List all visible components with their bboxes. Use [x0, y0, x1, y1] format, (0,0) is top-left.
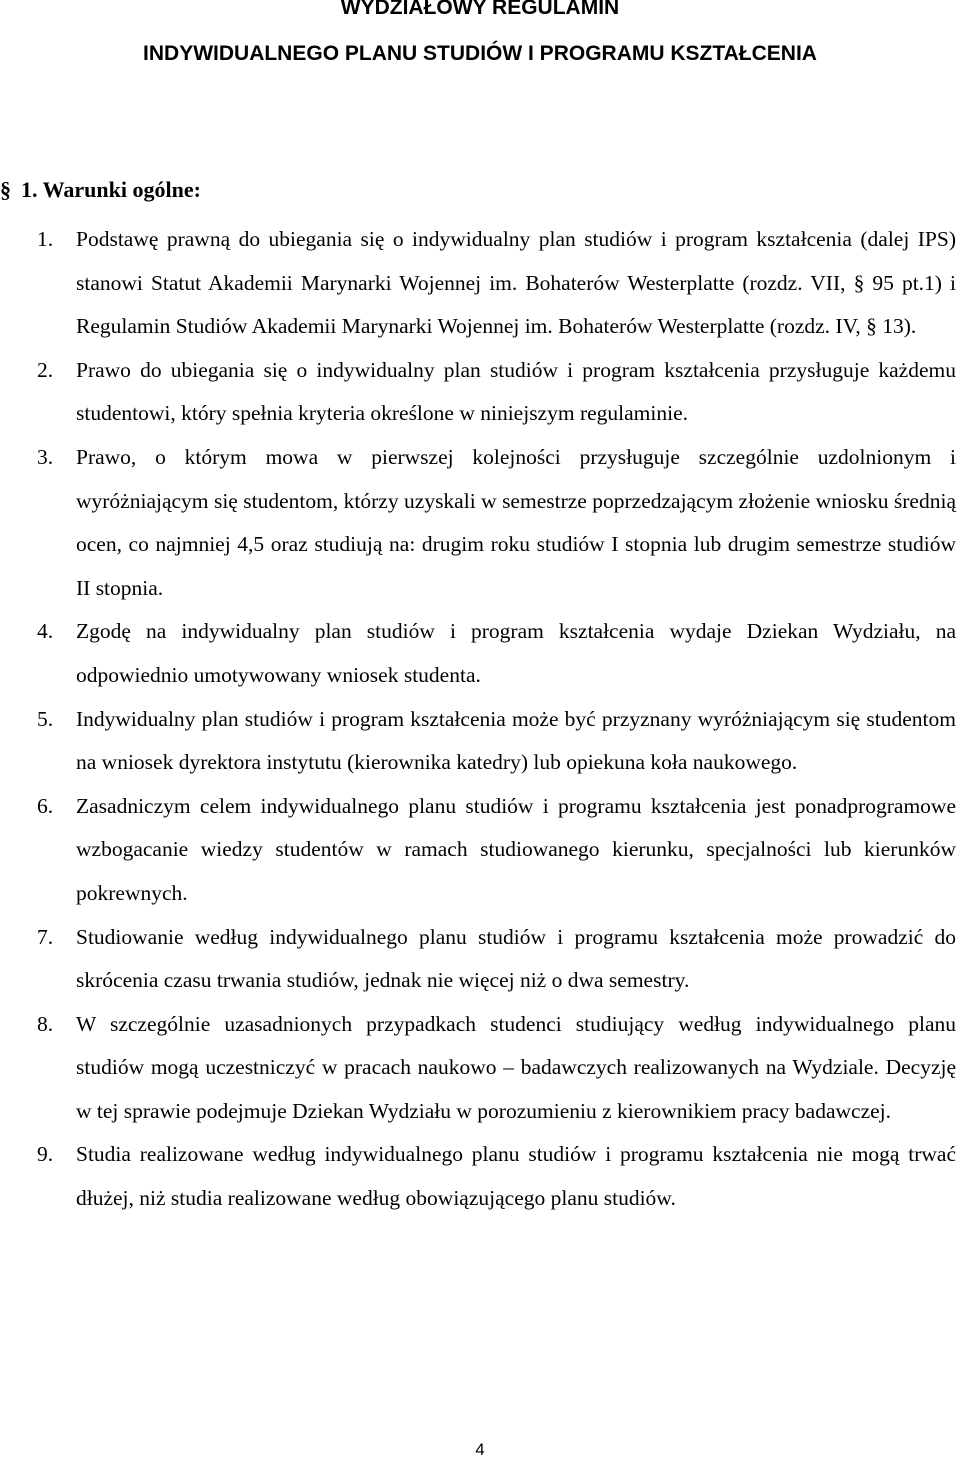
list-item-text: Indywidualny plan studiów i program kształcenia może być przyznany wyróżniającym się studentom na wniosek dyrektora instytutu (kierownika katedry) lub opiekuna koła naukowego. [76, 706, 956, 775]
list-item [0, 349, 960, 436]
list-item [0, 785, 960, 916]
section-heading-text: 1. Warunki ogólne: [21, 177, 201, 202]
list-item [0, 916, 960, 1003]
list-item-text: Prawo, o którym mowa w pierwszej kolejności przysługuje szczególnie uzdolnionym i wyróżniającym się studentom, którzy uzyskali w semestrze poprzedzającym złożenie wniosku średnią ocen, co najmniej 4,5 oraz studiują na: drugim roku studiów I stopnia lub drugim semestrze studiów II stopnia. [76, 444, 956, 600]
list-item-text: Zasadniczym celem indywidualnego planu studiów i programu kształcenia jest ponadprogramowe wzbogacanie wiedzy studentów w ramach studiowanego kierunku, specjalności lub kierunków pokrewnych. [76, 793, 956, 905]
list-item-text: W szczególnie uzasadnionych przypadkach studenci studiujący według indywidualnego planu studiów mogą uczestniczyć w pracach naukowo – badawczych realizowanych na Wydziale. Decyzję w tej sprawie podejmuje Dziekan Wydziału w porozumieniu z kierownikiem pracy badawczej. [76, 1011, 956, 1123]
list-item-number: 3. [37, 444, 54, 469]
list-item-number: 6. [37, 793, 54, 818]
list-item-number: 7. [37, 924, 54, 949]
list-item [0, 1003, 960, 1134]
list-item [0, 610, 960, 697]
list-item-number: 4. [37, 619, 54, 644]
section-heading [0, 177, 201, 203]
list-item-text: Prawo do ubiegania się o indywidualny plan studiów i program kształcenia przysługuje każdemu studentowi, który spełnia kryteria określone w niniejszym regulaminie. [76, 357, 956, 426]
regulation-list [0, 218, 960, 1221]
list-item-text: Zgodę na indywidualny plan studiów i program kształcenia wydaje Dziekan Wydziału, na odpowiednio umotywowany wniosek studenta. [76, 619, 956, 687]
list-item [0, 1133, 960, 1220]
section-symbol: § [0, 177, 11, 202]
list-item-number: 8. [37, 1011, 54, 1036]
document-title: WYDZIAŁOWY REGULAMIN [340, 0, 620, 19]
list-item-text: Podstawę prawną do ubiegania się o indywidualny plan studiów i program kształcenia (dalej IPS) stanowi Statut Akademii Marynarki Wojennej im. Bohaterów Westerplatte (rozdz. VII, § 95 pt.1) i Regulamin Studiów Akademii Marynarki Wojennej im. Bohaterów Westerplatte (rozdz. IV, § 13). [76, 227, 956, 339]
list-item [0, 436, 960, 610]
list-item-number: 5. [37, 706, 54, 731]
list-item-text: Studiowanie według indywidualnego planu studiów i programu kształcenia może prowadzić do skrócenia czasu trwania studiów, jednak nie więcej niż o dwa semestry. [76, 924, 956, 993]
list-item-number: 1. [37, 227, 54, 251]
list-item [0, 698, 960, 785]
page-number: 4 [475, 1440, 485, 1459]
list-item-number: 2. [37, 357, 54, 382]
document-subtitle: INDYWIDUALNEGO PLANU STUDIÓW I PROGRAMU KSZTAŁCENIA [143, 42, 817, 65]
list-item-text: Studia realizowane według indywidualnego planu studiów i programu kształcenia nie mogą trwać dłużej, niż studia realizowane według obowiązującego planu studiów. [76, 1142, 956, 1211]
list-item [0, 218, 960, 349]
list-item-number: 9. [37, 1142, 54, 1167]
